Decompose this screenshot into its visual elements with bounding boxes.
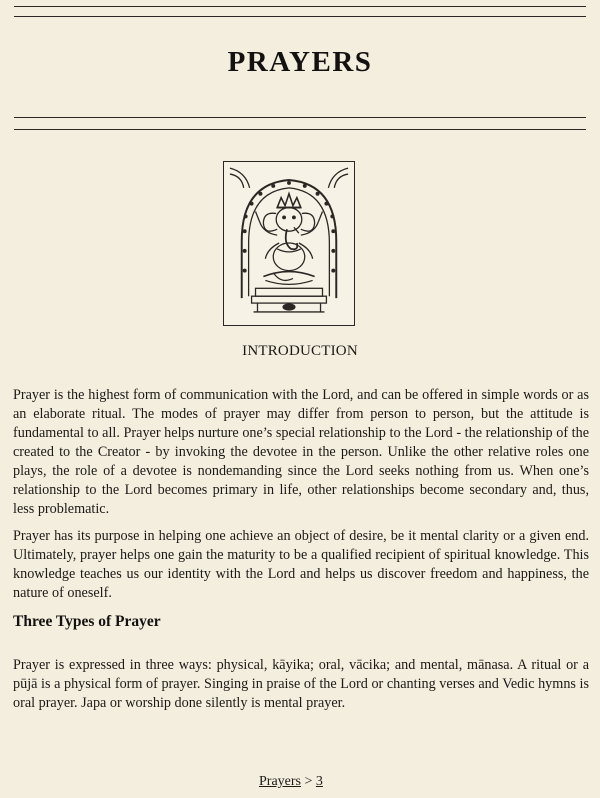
top-rule-2	[14, 16, 586, 17]
types-paragraph: Prayer is expressed in three ways: physical, kāyika; oral, vācika; and mental, mānasa. A ritual or a pūjā is a physical form of prayer. Singing in praise of the Lord or chanting verses and Vedic hymns is oral prayer. Japa or worship done silently is mental prayer.	[13, 657, 589, 711]
top-rule-1	[14, 6, 586, 7]
ganesha-icon	[224, 162, 354, 325]
section-heading-introduction: INTRODUCTION	[242, 343, 358, 359]
footer-section: Prayers	[259, 774, 301, 789]
footer-separator: >	[304, 774, 313, 789]
footer-page-number: 3	[315, 774, 323, 789]
page-footer	[259, 774, 323, 790]
mid-rule-1	[14, 117, 586, 118]
subheading-three-types: Three Types of Prayer	[13, 613, 161, 630]
intro-paragraph-1: Prayer is the highest form of communication with the Lord, and can be offered in simple words or as an elaborate ritual. The modes of prayer may differ from person to person, but the attitude is fundamental to all. Prayer helps nurture one’s special relationship to the Lord - the relationship of the created to the Creator - by invoking the devotee in the person. Unlike the other relative roles one plays, the role of a devotee is nondemanding since the Lord seeks nothing from us. When one’s relationship to the Lord becomes primary in life, other relationships become secondary and, thus, less problematic.	[13, 387, 589, 517]
intro-paragraph-2: Prayer has its purpose in helping one achieve an object of desire, be it mental clarity or a given end. Ultimately, prayer helps one gain the maturity to be a qualified recipient of spiritual knowledge. This knowledge teaches us our identity with the Lord and helps us discover freedom and happiness, the nature of oneself.	[13, 528, 589, 601]
page-title: PRAYERS	[227, 46, 373, 78]
ganesha-illustration	[223, 161, 355, 326]
mid-rule-2	[14, 129, 586, 130]
